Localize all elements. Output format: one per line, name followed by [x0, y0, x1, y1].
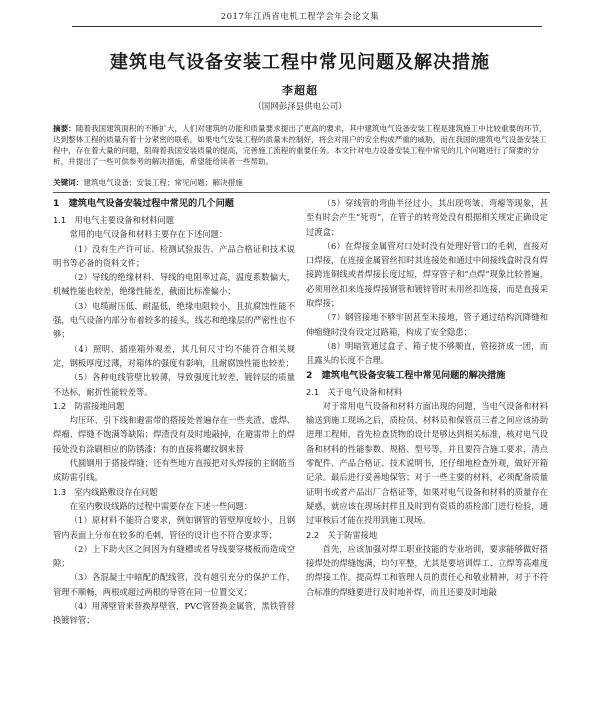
- keywords-label: 关键词：: [53, 178, 84, 187]
- subsection-1-3-heading: 1.3 室内线路敷设存在问题: [53, 486, 158, 497]
- list-item: （4）用薄壁管来替换厚壁管，PVC管替换金属管，黑铁管替换镀锌管；: [53, 601, 295, 626]
- list-item: （5）各种电线管壁比较薄，导致强度比较差，镀锌层的质量不达标，耐折性能较差等。: [53, 372, 295, 397]
- proceedings-header: 2017年江西省电机工程学会年会论文集: [220, 12, 380, 22]
- abstract: [53, 123, 550, 167]
- list-item: （3）各混凝土中暗配的配线管，没有超引充分的保护工作，管理不顺畅，两根或超过两根的导管在同一位置交叉；: [53, 572, 295, 597]
- section-2-heading: 2 建筑电气设备安装工程中常见问题的解决措施: [306, 369, 506, 381]
- header-rule: [72, 26, 542, 27]
- list-item: （1）原材料不能符合要求，例如钢管的管壁厚度较小，且钢管内表面上分布在较多的毛刺，管径的设计也不符合要求等；: [53, 515, 295, 540]
- paragraph: 均压环、引下线和避雷带的搭接处普遍存在一些夹渣、虚焊、焊瘤、焊缝不饱满等缺陷；焊渣没有及时地敲掉，在避雷带上的焊接处没有涂刷相应的防锈漆；有的直接将螺纹钢来替: [53, 415, 295, 454]
- subsection-2-2-heading: 2.2 关于防雷接地: [306, 529, 378, 540]
- list-item: （6）在焊接金属管对口处时没有处理好管口的毛刺，直接对口焊接，在连接金属管丝扣时其连接处和通过中间接线盒时没有焊接跨连铜线或者焊接长度过短，焊穿管子和“点焊”现象比较普遍，必须用丝扣来连接焊接钢管和镀锌管时未用丝扣连接，而是直接采取焊接；: [306, 240, 548, 309]
- paper-title: 建筑电气设备安装工程中常见问题及解决措施: [110, 52, 490, 73]
- keywords: [53, 177, 550, 188]
- author-affiliation: （国网彭泽县供电公司）: [253, 102, 347, 112]
- abstract-text: 随着我国建筑面积的不断扩大，人们对建筑的功能和质量要求提出了更高的要求，其中建筑电气设备安装工程是建筑施工中比较重要的环节，达到整体工程的质量有着十分紧密的联系，如果电气安装工程的质量未控制好，将会对用户的安全构成严重的威胁，而在我国的建筑电气设备安装工程中，存在着大量的问题，阻碍着我国安装质量的提高，完善施工流程的重要任务。本文针对电力设备安装工程中常见的几个问题进行了简要的分析，并提出了一些可供参考的解决措施，希望能给读者一些帮助。: [53, 124, 547, 166]
- paragraph: 代圆钢用于搭接焊缝；还有些地方直接把对头焊接的主钢筋当成防雷引线。: [53, 458, 295, 483]
- list-item: （8）明暗管通过盒子、箱子使不够顺直，管接挤成一团，而且露头的长度不合理。: [306, 340, 548, 366]
- list-item: （5）穿线管的弯曲半径过小，其出现弯皱、弯瘪等现象，甚至有时会产生“死弯”，在管子的转弯处没有根据相关规定正确设定过渡盒；: [306, 198, 548, 237]
- author-name: 李超超: [282, 84, 318, 97]
- subsection-1-2-heading: 1.2 防雷接地问题: [53, 400, 125, 411]
- paragraph: 首先，应该加强对焊工职业技能的专业培训，要求能够做好搭接焊处的焊缝饱满，均匀平整，尤其是要培训焊工、立焊等高难度的焊接工作。提高焊工和管理人员的责任心和敬业精神，对于不符合标准的焊缝要进行及时地补焊，而且还要及时地敲: [306, 543, 548, 597]
- paragraph: 常用的电气设备和材料主要存在下述问题：: [69, 229, 228, 240]
- right-column: [306, 196, 548, 599]
- subsection-1-1-heading: 1.1 用电气主要设备和材料问题: [53, 215, 175, 225]
- paragraph: 在室内敷设线路的过程中需要存在下述一些问题：: [69, 500, 253, 511]
- keywords-text: 建筑电气设备；安装工程；常见问题；解决措施: [83, 178, 243, 187]
- paragraph: 对于常用电气设备和材料方面出现的问题，当电气设备和材料输送到施工现场之后，质检员、材料员和保管员三者之间应该协助进理工程师，首先检查货物的设计是够达到相关标准，核对电气设备和材料的性能参数、规格、型号等，并且要符合施工要求，清点零配件、产品合格证、技术说明书，还仔细地检查外观，做好开箱记录。最后进行妥善地保管；对于一些主要的材料，必须配备质量证明书或者产品出厂合格证等，如果对电气设备和材料的质量存在疑惑，就应该在现场封样且及时到有资质的质检部门进行检验，通过审核后才能在投用到施工现场。: [306, 400, 548, 526]
- section-divider: [53, 192, 550, 193]
- list-item: （3）电缆耐压低、耐温低，绝缘电阻较小，且抗腐蚀性能不强，电气设备内部分布着较多的接头，线芯和绝缘层的严密性也不够；: [53, 300, 295, 340]
- list-item: （2）导线的绝缘材料、导线的电阻率过高，温度系数偏大，机械性能也较差，绝缘性能差，截面比标准偏小；: [53, 272, 295, 297]
- abstract-label: 摘要：: [53, 124, 76, 133]
- list-item: （2）上下助火区之间因为有缝槽或者导线要穿楼板而造成空隙；: [53, 543, 295, 569]
- section-1-heading: 1 建筑电气设备安装过程中常见的几个问题: [53, 198, 234, 209]
- list-item: （7）钢管接地不够牢固甚至未接地，管子通过结构沉降缝和伸缩缝时没有设定过路箱，构成了安全隐患；: [306, 312, 548, 337]
- subsection-2-1-heading: 2.1 关于电气设备和材料: [306, 386, 403, 397]
- list-item: （4）照明、插座箱外观差，其几何尺寸均不能符合相关规定，钢板厚度过薄，对箱体的强度有影响，且耐腐蚀性能也较差；: [53, 343, 295, 368]
- left-column: [53, 196, 295, 628]
- list-item: （1）没有生产许可证、检测试验报告、产品合格证和技术说明书等必备的资料文件；: [53, 243, 295, 268]
